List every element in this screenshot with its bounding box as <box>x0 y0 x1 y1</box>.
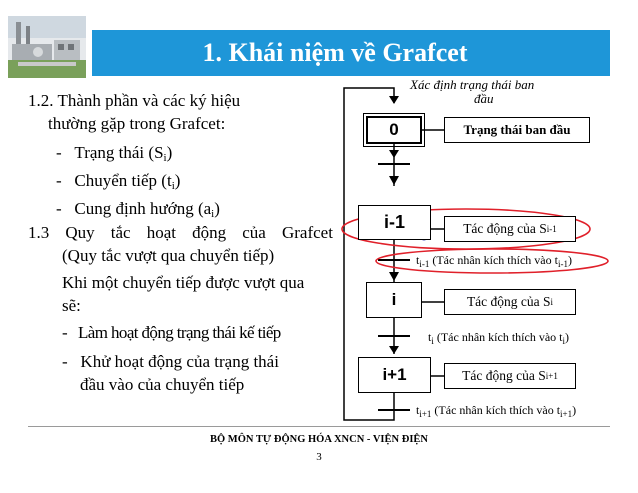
subscript: i+1 <box>419 409 432 419</box>
arrow-head <box>389 96 399 104</box>
word: hoạt <box>146 223 177 242</box>
heading-1-2-line2: thường gặp trong Grafcet: <box>48 114 226 133</box>
bullet-text: Làm hoạt động trạng thái kế tiếp <box>78 323 281 342</box>
step-i-minus-1 <box>358 205 431 240</box>
action-step-i-minus-1: Tác động của S i-1 <box>444 216 576 242</box>
step-label: i <box>391 290 397 309</box>
transition-label-i <box>428 330 569 345</box>
step-label: i+1 <box>382 365 407 384</box>
transition-text: (Tác nhân kích thích vào t <box>429 253 558 267</box>
step-label: 0 <box>389 120 399 139</box>
action-step-i: Tác động của S i <box>444 289 576 315</box>
dash: - <box>56 143 62 162</box>
footer-org: BỘ MÔN TỰ ĐỘNG HÓA XNCN - VIỆN ĐIỆN <box>210 434 428 445</box>
subscript: i+1 <box>560 409 573 419</box>
dash: - <box>62 323 68 342</box>
arrow-head <box>389 176 399 185</box>
bullet-text: Cung định hướng (a <box>74 199 212 218</box>
transition-text: (Tác nhân kích thích vào t <box>431 403 561 417</box>
dash: - <box>56 199 62 218</box>
action-text: Tác động của S <box>462 368 546 383</box>
t-symbol: t <box>416 403 420 417</box>
paren: ) <box>565 330 569 344</box>
heading-1-2-line1: 1.2. Thành phần và các ký hiệu <box>28 91 241 110</box>
transition-label-i-minus-1 <box>416 253 572 268</box>
word: động <box>192 223 227 242</box>
arrow-head <box>389 346 399 354</box>
word: tắc <box>110 223 131 242</box>
transition-text: (Tác nhân kích thích vào t <box>433 330 563 344</box>
action-text: Tác động của S <box>463 221 547 236</box>
step-0 <box>366 116 422 144</box>
action-step-i-plus-1: Tác động của S i+1 <box>444 363 576 389</box>
page-title: 1. Khái niệm về Grafcet <box>202 38 468 67</box>
dash: - <box>56 171 62 190</box>
paren: ) <box>166 143 173 162</box>
paren: ) <box>572 403 577 417</box>
action-text: Trạng thái ban đầu <box>463 122 571 137</box>
word: 1.3 <box>28 223 50 242</box>
init-note-line1: Xác định trạng thái ban <box>410 77 535 92</box>
init-note <box>410 77 534 93</box>
transition-label-i-plus-1 <box>416 403 576 418</box>
init-note-line2: đầu <box>474 91 494 106</box>
subscript: i <box>171 180 175 192</box>
arrow-head <box>389 272 399 281</box>
dash: - <box>62 352 68 371</box>
subscript: i <box>163 152 167 164</box>
subscript: i-1 <box>557 259 568 269</box>
subscript: i <box>211 208 215 220</box>
action-step-0 <box>444 117 590 143</box>
action-text: Tác động của S <box>466 294 551 309</box>
word: Quy <box>65 223 95 242</box>
footer-divider <box>28 426 610 427</box>
step-label: i-1 <box>383 212 405 232</box>
subscript: i-1 <box>419 259 430 269</box>
paragraph-text: Khi một chuyển tiếp được vượt qua <box>62 273 305 292</box>
bullet-text: Trạng thái (S <box>74 143 164 162</box>
word: Grafcet <box>281 223 333 242</box>
word: của <box>242 223 266 242</box>
heading-1-3-line2: (Quy tắc vượt qua chuyển tiếp) <box>62 246 275 265</box>
paren: ) <box>174 171 181 190</box>
subscript: i <box>562 336 565 346</box>
step-i-plus-1 <box>358 357 431 393</box>
paragraph-text: sẽ: <box>62 296 81 315</box>
bullet-text: Chuyển tiếp (t <box>74 171 172 190</box>
paren: ) <box>214 199 220 218</box>
step-i <box>366 282 422 318</box>
arrow-head <box>389 150 399 158</box>
subscript: i <box>431 336 434 346</box>
init-note-cont <box>474 91 494 107</box>
t-symbol: t <box>416 253 420 267</box>
bullet-text: đầu vào của chuyển tiếp <box>80 375 245 394</box>
page-number: 3 <box>316 451 322 463</box>
bullet-text: Khử hoạt động của trạng thái <box>80 352 279 371</box>
paren: ) <box>567 253 572 267</box>
t-symbol: t <box>428 330 432 344</box>
